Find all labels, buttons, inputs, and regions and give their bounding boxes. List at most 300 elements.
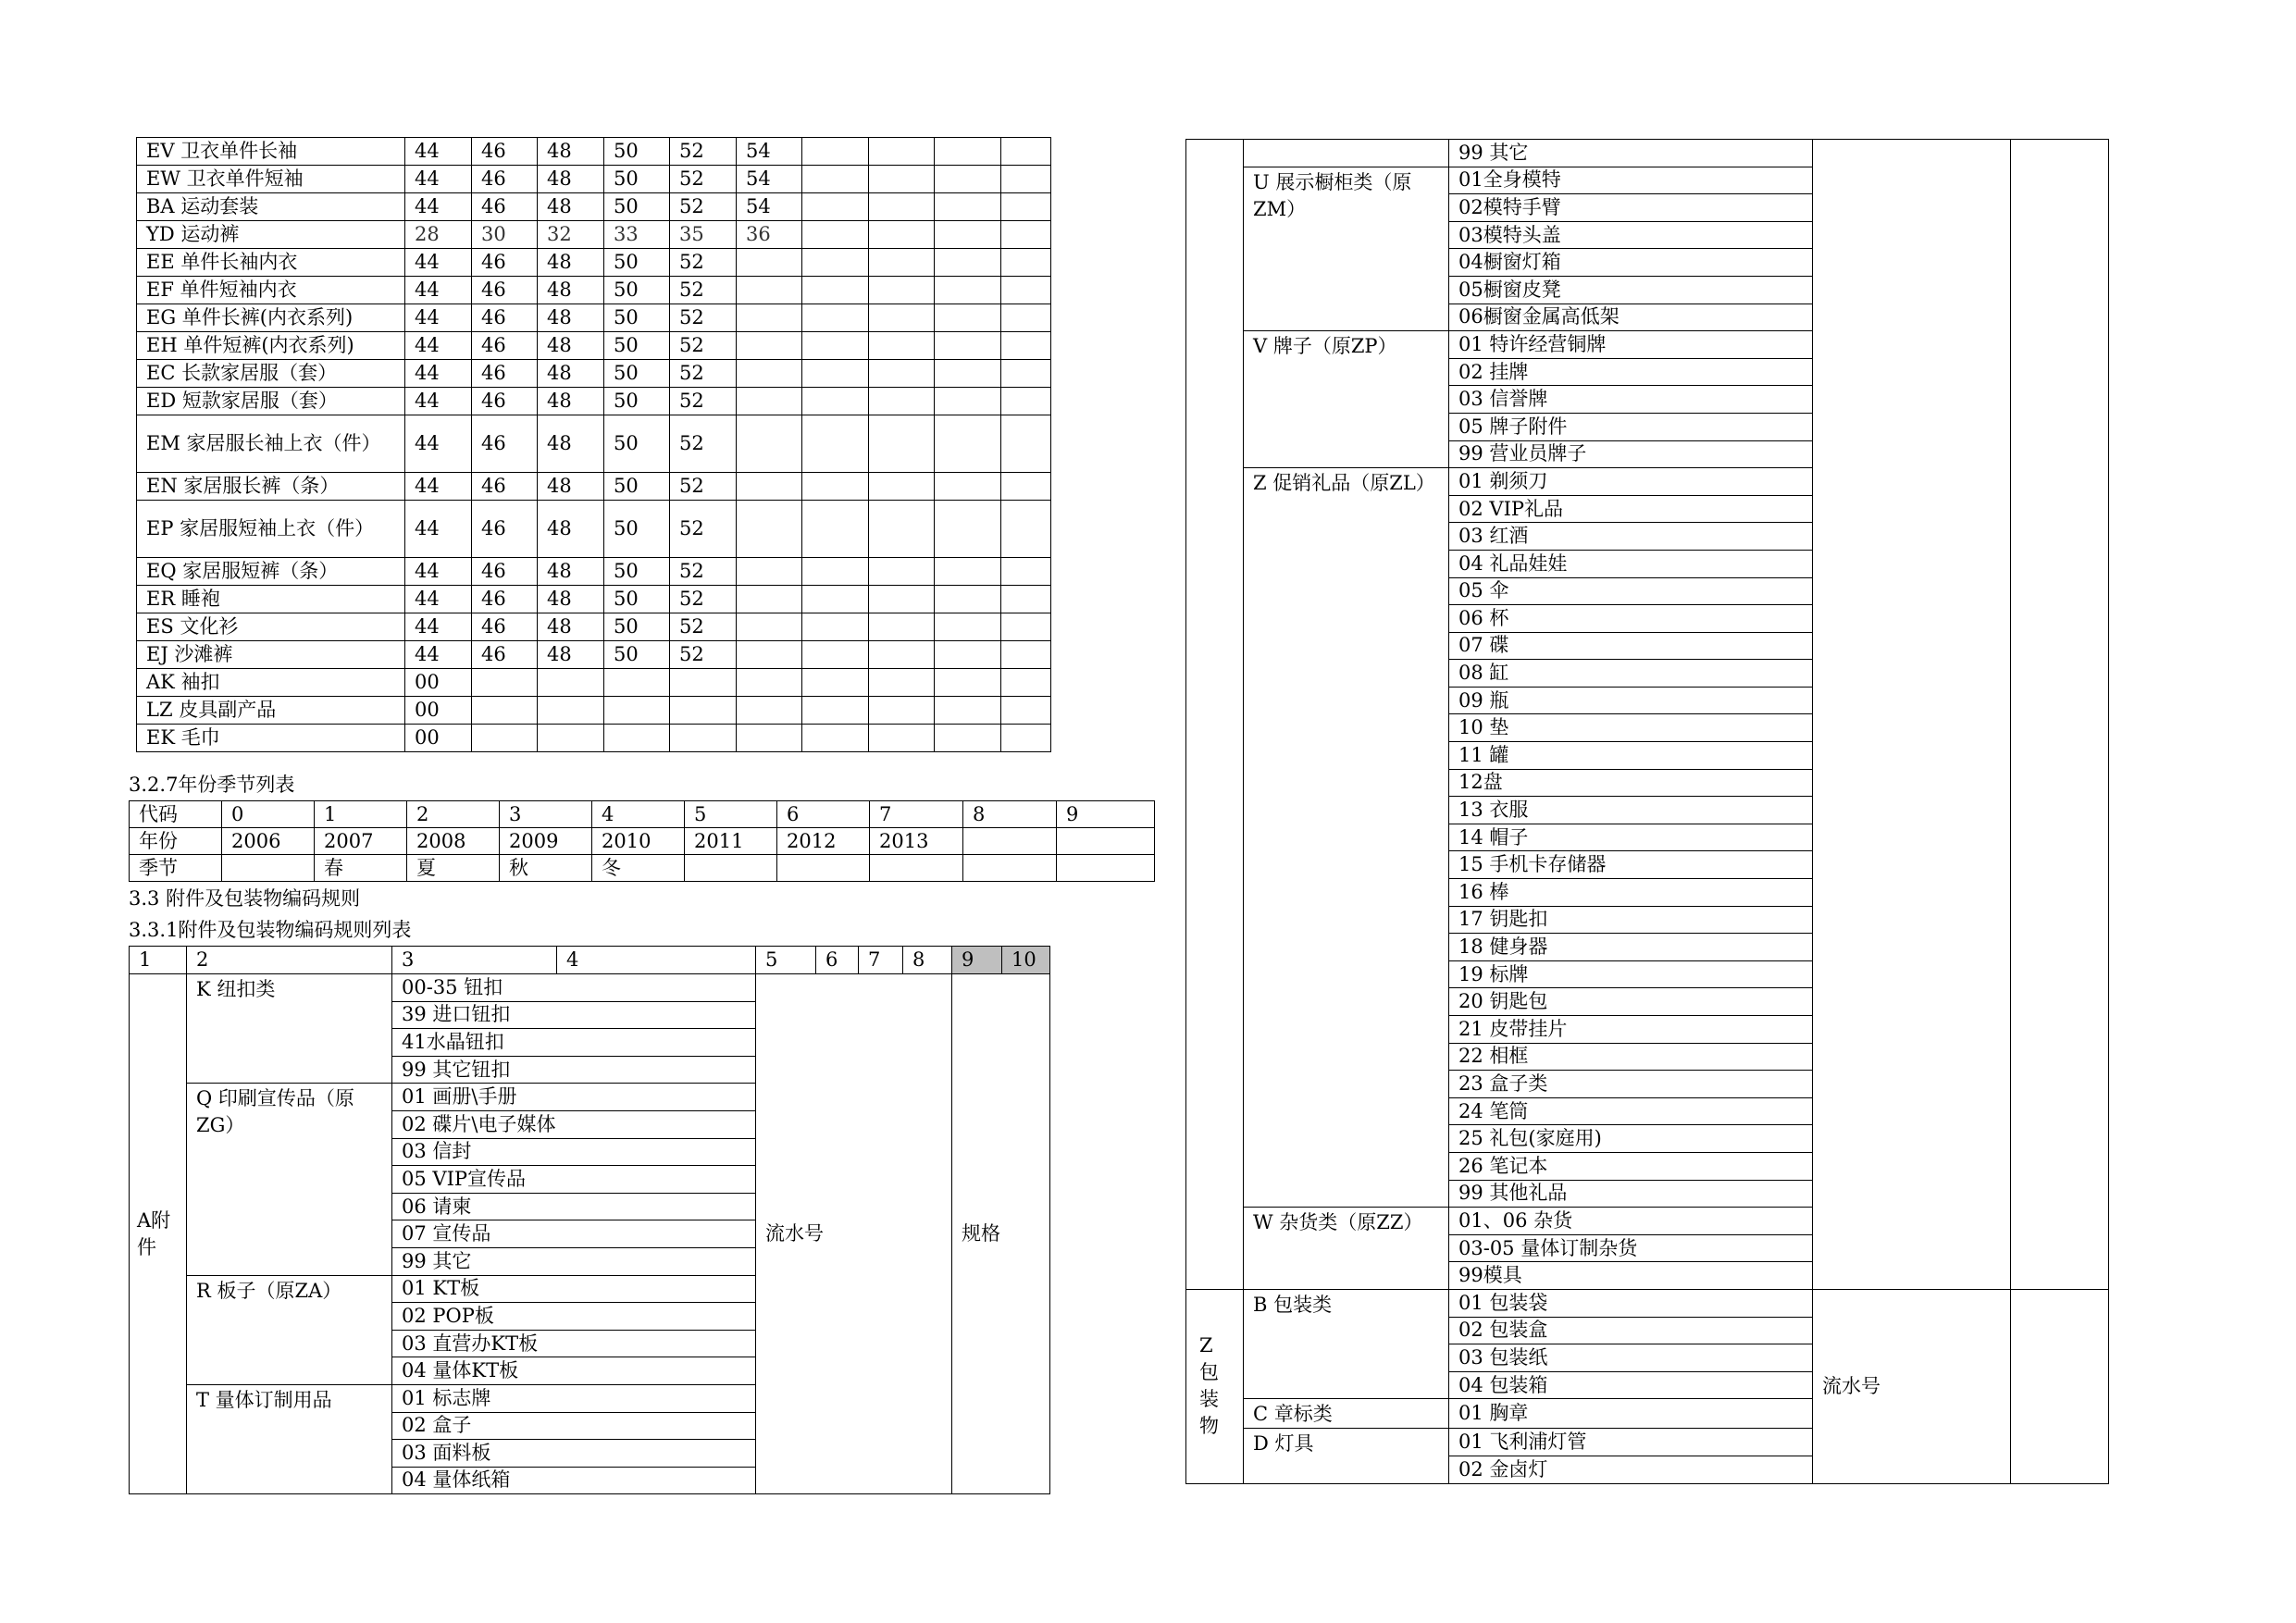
- size-cell: 52: [670, 558, 737, 586]
- table-row: [137, 332, 1051, 360]
- item-cell: 04 礼品娃娃: [1449, 550, 1813, 577]
- item-cell: 01 飞利浦灯管: [1449, 1429, 1813, 1456]
- size-cell: 50: [604, 138, 670, 166]
- size-cell: [802, 586, 869, 613]
- item-cell: 03-05 量体订制杂货: [1449, 1234, 1813, 1262]
- size-cell: 50: [604, 277, 670, 304]
- size-cell: 28: [405, 221, 472, 249]
- item-cell: 16 棒: [1449, 879, 1813, 907]
- size-cell: [737, 332, 802, 360]
- item-cell: 99 营业员牌子: [1449, 440, 1813, 468]
- season-cell: 7: [870, 801, 963, 828]
- season-cell: [685, 855, 777, 882]
- item-cell: 04 量体KT板: [392, 1357, 756, 1385]
- item-cell: 03 红酒: [1449, 523, 1813, 551]
- size-cell: 50: [604, 193, 670, 221]
- size-cell: [737, 388, 802, 415]
- table-row: [137, 304, 1051, 332]
- item-cell: 18 健身器: [1449, 934, 1813, 961]
- size-cell: 48: [538, 586, 604, 613]
- size-row-label: ED 短款家居服（套）: [137, 388, 405, 415]
- size-cell: 48: [538, 166, 604, 193]
- item-cell: 07 宣传品: [392, 1220, 756, 1248]
- size-cell: [802, 558, 869, 586]
- size-cell: 46: [472, 586, 538, 613]
- item-cell: 39 进口钮扣: [392, 1001, 756, 1029]
- item-cell: 01全身模特: [1449, 167, 1813, 194]
- item-cell: 99 其它: [392, 1247, 756, 1275]
- size-cell: [802, 697, 869, 725]
- size-cell: [737, 725, 802, 752]
- item-cell: 06 杯: [1449, 605, 1813, 633]
- size-cell: 44: [405, 249, 472, 277]
- category-label: Z 促销礼品（原ZL）: [1244, 468, 1449, 1208]
- size-cell: [1001, 249, 1051, 277]
- size-cell: 44: [405, 332, 472, 360]
- size-cell: 00: [405, 697, 472, 725]
- size-cell: [935, 669, 1001, 697]
- table-row: [137, 388, 1051, 415]
- header-cell: 4: [557, 947, 756, 974]
- size-cell: 44: [405, 586, 472, 613]
- size-cell: [1001, 193, 1051, 221]
- size-row-label: EN 家居服长裤（条）: [137, 473, 405, 501]
- serial-label: 流水号: [1813, 1289, 2011, 1483]
- size-cell: 36: [737, 221, 802, 249]
- item-cell: 07 碟: [1449, 632, 1813, 660]
- size-cell: [538, 669, 604, 697]
- table-row: [137, 613, 1051, 641]
- size-cell: 48: [538, 360, 604, 388]
- size-cell: [935, 388, 1001, 415]
- season-section-title: 3.2.7年份季节列表: [129, 774, 295, 796]
- size-cell: [869, 332, 935, 360]
- item-cell: 99 其它: [1449, 140, 1813, 167]
- size-cell: 54: [737, 193, 802, 221]
- group-a-label: A附件: [130, 974, 187, 1494]
- item-cell: 02 碟片\电子媒体: [392, 1110, 756, 1138]
- size-cell: [737, 697, 802, 725]
- table-row: [137, 166, 1051, 193]
- size-cell: [802, 641, 869, 669]
- season-cell: 2009: [500, 828, 592, 855]
- table-row: [137, 501, 1051, 558]
- size-cell: 46: [472, 613, 538, 641]
- item-cell: 25 礼包(家庭用): [1449, 1125, 1813, 1153]
- season-row-label: 季节: [130, 855, 222, 882]
- size-cell: [1001, 641, 1051, 669]
- item-cell: 03 信封: [392, 1138, 756, 1166]
- item-cell: 01 画册\手册: [392, 1084, 756, 1111]
- size-row-label: EM 家居服长袖上衣（件）: [137, 415, 405, 473]
- item-cell: 05 伞: [1449, 577, 1813, 605]
- size-cell: 30: [472, 221, 538, 249]
- season-cell: 2011: [685, 828, 777, 855]
- size-cell: 46: [472, 558, 538, 586]
- size-cell: 50: [604, 360, 670, 388]
- season-cell: [963, 855, 1057, 882]
- table-row: [137, 725, 1051, 752]
- item-cell: 23 盒子类: [1449, 1071, 1813, 1098]
- size-cell: [869, 641, 935, 669]
- item-cell: 02 包装盒: [1449, 1317, 1813, 1344]
- size-row-label: EF 单件短袖内衣: [137, 277, 405, 304]
- item-cell: 01 KT板: [392, 1275, 756, 1303]
- item-cell: 04橱窗灯箱: [1449, 249, 1813, 277]
- size-cell: 48: [538, 501, 604, 558]
- item-cell: 21 皮带挂片: [1449, 1016, 1813, 1044]
- size-cell: [802, 669, 869, 697]
- season-row-label: 代码: [130, 801, 222, 828]
- size-cell: [935, 415, 1001, 473]
- size-cell: 44: [405, 558, 472, 586]
- table-row: [137, 586, 1051, 613]
- season-cell: 2006: [222, 828, 315, 855]
- size-cell: [1001, 221, 1051, 249]
- size-cell: 44: [405, 613, 472, 641]
- size-cell: [935, 473, 1001, 501]
- size-cell: 48: [538, 473, 604, 501]
- size-row-label: BA 运动套装: [137, 193, 405, 221]
- size-cell: [802, 388, 869, 415]
- table-row: [137, 360, 1051, 388]
- serial-label: 流水号: [756, 974, 952, 1494]
- size-cell: [869, 249, 935, 277]
- table-row: [137, 193, 1051, 221]
- size-cell: [737, 415, 802, 473]
- item-cell: 01 特许经营铜牌: [1449, 331, 1813, 359]
- size-cell: [869, 473, 935, 501]
- header-cell: 10: [1002, 947, 1050, 974]
- size-cell: [1001, 277, 1051, 304]
- size-cell: [802, 415, 869, 473]
- size-cell: [869, 725, 935, 752]
- season-cell: [1057, 855, 1155, 882]
- size-cell: 52: [670, 641, 737, 669]
- size-cell: 52: [670, 332, 737, 360]
- size-cell: [737, 613, 802, 641]
- size-cell: 44: [405, 304, 472, 332]
- empty-serial-cell: [1813, 140, 2011, 1290]
- size-cell: [472, 697, 538, 725]
- size-cell: [935, 277, 1001, 304]
- size-cell: 48: [538, 415, 604, 473]
- size-row-label: EK 毛巾: [137, 725, 405, 752]
- size-cell: 50: [604, 415, 670, 473]
- table-row: [137, 249, 1051, 277]
- item-cell: 03 直营办KT板: [392, 1330, 756, 1357]
- size-cell: 48: [538, 332, 604, 360]
- season-cell: 8: [963, 801, 1057, 828]
- size-cell: [1001, 613, 1051, 641]
- season-cell: 冬: [592, 855, 685, 882]
- season-cell: 3: [500, 801, 592, 828]
- item-cell: 10 垫: [1449, 714, 1813, 742]
- size-cell: [869, 277, 935, 304]
- item-cell: 02模特手臂: [1449, 194, 1813, 222]
- size-cell: 48: [538, 249, 604, 277]
- size-cell: [935, 641, 1001, 669]
- size-cell: 32: [538, 221, 604, 249]
- table-row: [130, 828, 1155, 855]
- size-row-label: EJ 沙滩裤: [137, 641, 405, 669]
- size-cell: [802, 473, 869, 501]
- size-cell: 50: [604, 249, 670, 277]
- category-label: C 章标类: [1244, 1399, 1449, 1429]
- size-cell: [737, 669, 802, 697]
- size-table: [136, 137, 1051, 752]
- header-cell: 7: [859, 947, 903, 974]
- size-cell: [935, 304, 1001, 332]
- size-cell: 50: [604, 388, 670, 415]
- item-cell: 02 VIP礼品: [1449, 495, 1813, 523]
- size-cell: 52: [670, 415, 737, 473]
- season-cell: 2010: [592, 828, 685, 855]
- season-cell: 4: [592, 801, 685, 828]
- item-cell: 05 牌子附件: [1449, 413, 1813, 440]
- size-cell: 00: [405, 725, 472, 752]
- empty-spec-cell: [2011, 1289, 2109, 1483]
- item-cell: 02 盒子: [392, 1412, 756, 1440]
- header-cell: 3: [392, 947, 557, 974]
- size-cell: 48: [538, 277, 604, 304]
- size-cell: 44: [405, 193, 472, 221]
- item-cell: 22 相框: [1449, 1043, 1813, 1071]
- size-cell: [1001, 473, 1051, 501]
- season-cell: [963, 828, 1057, 855]
- size-row-label: ES 文化衫: [137, 613, 405, 641]
- size-cell: 44: [405, 388, 472, 415]
- table-row: [137, 138, 1051, 166]
- size-row-label: EW 卫衣单件短袖: [137, 166, 405, 193]
- table-row: [137, 221, 1051, 249]
- size-cell: [1001, 304, 1051, 332]
- item-cell: 01 包装袋: [1449, 1289, 1813, 1317]
- size-cell: 54: [737, 166, 802, 193]
- size-cell: [869, 613, 935, 641]
- size-cell: 50: [604, 558, 670, 586]
- size-cell: [604, 725, 670, 752]
- size-cell: [869, 360, 935, 388]
- size-cell: 46: [472, 415, 538, 473]
- size-cell: 44: [405, 473, 472, 501]
- item-cell: 08 缸: [1449, 660, 1813, 688]
- item-cell: 02 挂牌: [1449, 358, 1813, 386]
- table-row: [130, 974, 1050, 1002]
- season-cell: 夏: [407, 855, 500, 882]
- size-cell: [802, 166, 869, 193]
- season-cell: 2: [407, 801, 500, 828]
- accessory-coding-table: [129, 946, 1050, 1494]
- header-cell: 8: [903, 947, 952, 974]
- section-3-3-title: 3.3 附件及包装物编码规则: [129, 887, 361, 910]
- size-cell: 52: [670, 277, 737, 304]
- season-cell: 2007: [315, 828, 407, 855]
- size-cell: 54: [737, 138, 802, 166]
- size-cell: 46: [472, 193, 538, 221]
- size-cell: [869, 669, 935, 697]
- size-cell: 48: [538, 193, 604, 221]
- size-cell: [869, 138, 935, 166]
- table-row: [130, 855, 1155, 882]
- item-cell: 15 手机卡存储器: [1449, 851, 1813, 879]
- size-cell: [869, 221, 935, 249]
- size-cell: [802, 277, 869, 304]
- size-cell: [737, 586, 802, 613]
- season-cell: 9: [1057, 801, 1155, 828]
- category-label: V 牌子（原ZP）: [1244, 331, 1449, 468]
- size-cell: [670, 725, 737, 752]
- size-cell: 52: [670, 360, 737, 388]
- size-cell: [869, 558, 935, 586]
- category-label: B 包装类: [1244, 1289, 1449, 1398]
- size-cell: 50: [604, 586, 670, 613]
- size-cell: [869, 415, 935, 473]
- item-cell: 02 POP板: [392, 1303, 756, 1331]
- size-cell: [802, 138, 869, 166]
- season-cell: 2008: [407, 828, 500, 855]
- size-cell: [604, 697, 670, 725]
- size-row-label: LZ 皮具副产品: [137, 697, 405, 725]
- item-cell: 19 标牌: [1449, 960, 1813, 988]
- size-row-label: EQ 家居服短裤（条）: [137, 558, 405, 586]
- size-cell: [538, 725, 604, 752]
- size-cell: 44: [405, 277, 472, 304]
- item-cell: 06 请柬: [392, 1193, 756, 1220]
- size-cell: [935, 725, 1001, 752]
- item-cell: 01 标志牌: [392, 1384, 756, 1412]
- size-cell: [1001, 501, 1051, 558]
- size-cell: [1001, 415, 1051, 473]
- table-row: [130, 801, 1155, 828]
- size-cell: 48: [538, 388, 604, 415]
- table-row: [137, 641, 1051, 669]
- item-cell: 99 其它钮扣: [392, 1056, 756, 1084]
- size-cell: 46: [472, 277, 538, 304]
- size-cell: 44: [405, 166, 472, 193]
- item-cell: 14 帽子: [1449, 824, 1813, 851]
- size-row-label: EG 单件长裤(内衣系列): [137, 304, 405, 332]
- category-label: Q 印刷宣传品（原ZG）: [187, 1084, 392, 1275]
- table-row: [1186, 140, 2109, 167]
- table-row: [137, 415, 1051, 473]
- size-cell: [869, 304, 935, 332]
- size-cell: [802, 360, 869, 388]
- size-cell: 44: [405, 138, 472, 166]
- season-cell: 0: [222, 801, 315, 828]
- size-cell: [1001, 138, 1051, 166]
- season-cell: 5: [685, 801, 777, 828]
- empty-spec-cell: [2011, 140, 2109, 1290]
- size-cell: [935, 501, 1001, 558]
- size-cell: [869, 166, 935, 193]
- size-cell: [935, 558, 1001, 586]
- item-cell: 03 面料板: [392, 1440, 756, 1468]
- season-cell: [222, 855, 315, 882]
- size-cell: [935, 249, 1001, 277]
- header-cell: 6: [816, 947, 859, 974]
- size-cell: [737, 641, 802, 669]
- right-coding-table: [1185, 139, 2109, 1484]
- empty-col-cell: [1186, 140, 1244, 1290]
- size-cell: 46: [472, 388, 538, 415]
- size-cell: [737, 558, 802, 586]
- size-cell: [935, 193, 1001, 221]
- size-cell: [802, 332, 869, 360]
- size-cell: 52: [670, 501, 737, 558]
- item-cell: 03 包装纸: [1449, 1344, 1813, 1372]
- size-cell: 52: [670, 166, 737, 193]
- size-cell: [1001, 586, 1051, 613]
- size-cell: 46: [472, 360, 538, 388]
- size-cell: 50: [604, 332, 670, 360]
- size-row-label: YD 运动裤: [137, 221, 405, 249]
- season-cell: 2013: [870, 828, 963, 855]
- size-cell: 50: [604, 501, 670, 558]
- size-cell: 52: [670, 388, 737, 415]
- size-cell: 50: [604, 304, 670, 332]
- size-cell: 46: [472, 138, 538, 166]
- item-cell: 02 金卤灯: [1449, 1456, 1813, 1483]
- size-cell: [935, 613, 1001, 641]
- size-row-label: ER 睡袍: [137, 586, 405, 613]
- season-cell: [870, 855, 963, 882]
- size-cell: [737, 249, 802, 277]
- size-row-label: EH 单件短裤(内衣系列): [137, 332, 405, 360]
- size-cell: 35: [670, 221, 737, 249]
- size-cell: 46: [472, 304, 538, 332]
- size-cell: 52: [670, 473, 737, 501]
- size-cell: [1001, 360, 1051, 388]
- item-cell: 24 笔筒: [1449, 1097, 1813, 1125]
- empty-cell: [1244, 140, 1449, 167]
- size-cell: 46: [472, 166, 538, 193]
- size-cell: 52: [670, 304, 737, 332]
- category-label: K 纽扣类: [187, 974, 392, 1084]
- size-cell: [1001, 332, 1051, 360]
- size-cell: 52: [670, 138, 737, 166]
- item-cell: 03模特头盖: [1449, 221, 1813, 249]
- size-cell: [670, 697, 737, 725]
- season-cell: [1057, 828, 1155, 855]
- size-cell: 48: [538, 613, 604, 641]
- item-cell: 05 VIP宣传品: [392, 1166, 756, 1194]
- item-cell: 12盘: [1449, 769, 1813, 797]
- item-cell: 00-35 钮扣: [392, 974, 756, 1002]
- table-row: [137, 473, 1051, 501]
- size-cell: 46: [472, 473, 538, 501]
- size-cell: 44: [405, 415, 472, 473]
- size-cell: 48: [538, 138, 604, 166]
- item-cell: 03 信誉牌: [1449, 386, 1813, 414]
- size-cell: 44: [405, 501, 472, 558]
- size-cell: [737, 360, 802, 388]
- table-row: [137, 697, 1051, 725]
- item-cell: 17 钥匙扣: [1449, 906, 1813, 934]
- size-cell: 48: [538, 641, 604, 669]
- size-cell: [604, 669, 670, 697]
- size-cell: [737, 501, 802, 558]
- table-row: [130, 947, 1050, 974]
- size-cell: [1001, 725, 1051, 752]
- size-cell: [935, 166, 1001, 193]
- item-cell: 99模具: [1449, 1262, 1813, 1290]
- header-cell: 1: [130, 947, 187, 974]
- size-cell: [670, 669, 737, 697]
- size-cell: [737, 304, 802, 332]
- season-cell: 秋: [500, 855, 592, 882]
- table-row: [137, 558, 1051, 586]
